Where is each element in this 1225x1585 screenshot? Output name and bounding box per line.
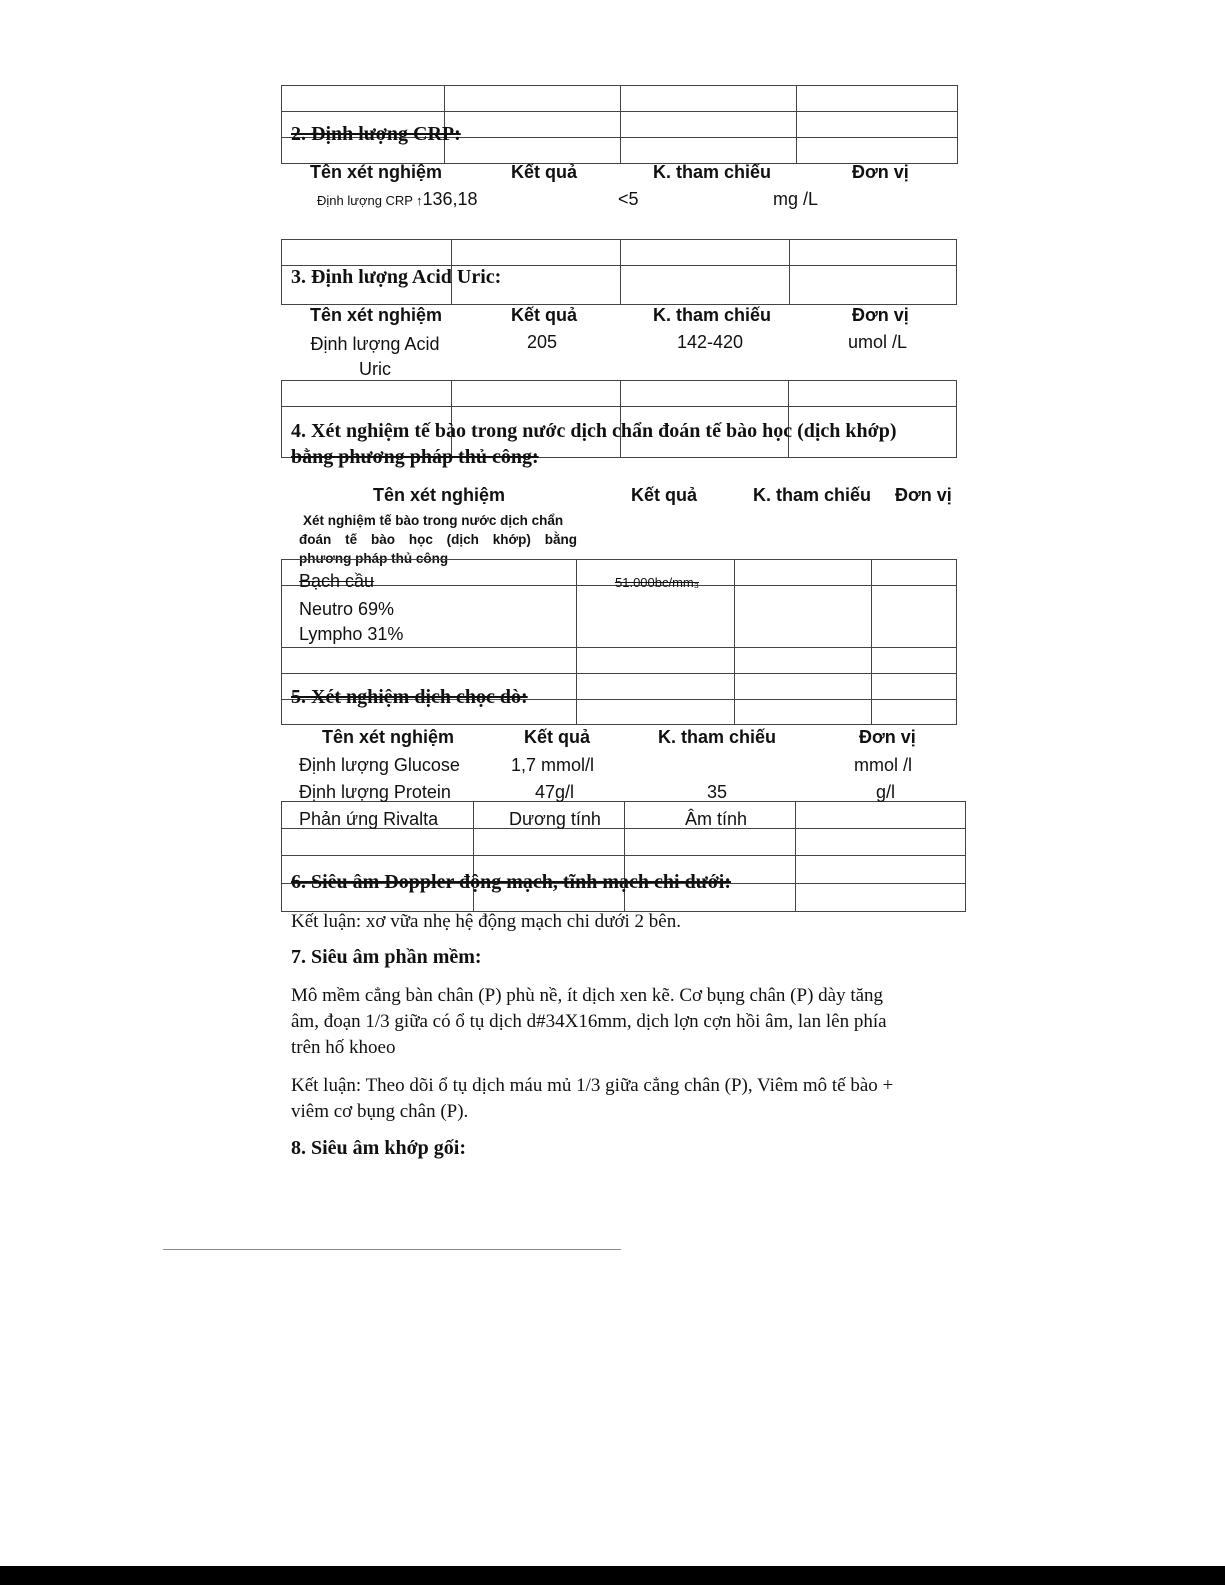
- uric-header-result: Kết quả: [511, 305, 578, 325]
- soft-tissue-findings-line3: trên hố khoeo: [291, 1037, 396, 1058]
- cytology-header-ref: K. tham chiếu: [753, 485, 872, 505]
- puncture-header-result: Kết quả: [524, 727, 591, 747]
- uric-ref: 142-420: [677, 332, 744, 352]
- crp-result: 136,18: [422, 189, 478, 209]
- crp-header-ref: K. tham chiếu: [653, 162, 772, 182]
- uric-header-ref: K. tham chiếu: [653, 305, 772, 325]
- crp-header-name: Tên xét nghiệm: [310, 162, 443, 182]
- high-flag-icon: ↑: [415, 193, 423, 208]
- rivalta-result: Dương tính: [509, 809, 601, 829]
- cytology-header-unit: Đơn vị: [895, 485, 952, 505]
- section-puncture-title: 5. Xét nghiệm dịch chọc dò:: [291, 686, 528, 708]
- soft-tissue-conclusion-line2: viêm cơ bụng chân (P).: [291, 1101, 469, 1122]
- soft-tissue-findings: [291, 983, 887, 1061]
- protein-name: Định lượng Protein: [299, 782, 451, 802]
- puncture-header-ref: K. tham chiếu: [658, 727, 777, 747]
- puncture-header-unit: Đơn vị: [859, 727, 916, 747]
- page-bottom-border: [0, 1566, 1225, 1585]
- section-doppler-title: 6. Siêu âm Doppler động mạch, tĩnh mạch chi dưới:: [291, 871, 731, 893]
- puncture-header-name: Tên xét nghiệm: [322, 727, 455, 747]
- uric-result: 205: [527, 332, 558, 352]
- wbc-value: 51.000bc/mm₃: [615, 575, 700, 590]
- soft-tissue-findings-line1: Mô mềm cẳng bàn chân (P) phù nề, ít dịch xen kẽ. Cơ bụng chân (P) dày tăng: [291, 985, 884, 1006]
- soft-tissue-conclusion: [291, 1073, 893, 1125]
- crp-unit: mg /L: [773, 189, 819, 209]
- soft-tissue-findings-line2: âm, đoạn 1/3 giữa có ổ tụ dịch d#34X16mm, dịch lợn cợn hồi âm, lan lên phía: [291, 1011, 887, 1032]
- uric-test-name-line1: Định lượng Acid: [310, 334, 440, 354]
- uric-header-name: Tên xét nghiệm: [310, 305, 443, 325]
- section-knee-title: 8. Siêu âm khớp gối:: [291, 1137, 466, 1159]
- section-soft-tissue-title: 7. Siêu âm phần mềm:: [291, 946, 482, 968]
- protein-unit: g/l: [876, 782, 896, 802]
- cytology-test-name-line2: đoán tế bào học (dịch khớp) bằng: [299, 532, 577, 547]
- uric-header-unit: Đơn vị: [852, 305, 909, 325]
- doppler-conclusion: Kết luận: xơ vữa nhẹ hệ động mạch chi dưới 2 bên.: [291, 911, 681, 932]
- cytology-test-name-line3: phương pháp thủ công: [299, 551, 449, 566]
- soft-tissue-conclusion-line1: Kết luận: Theo dõi ổ tụ dịch máu mủ 1/3 giữa cẳng chân (P), Viêm mô tế bào +: [291, 1075, 894, 1096]
- crp-header-unit: Đơn vị: [852, 162, 909, 182]
- neutro-value: Neutro 69%: [299, 599, 395, 619]
- crp-row: [317, 189, 478, 210]
- cytology-header-name: Tên xét nghiệm: [373, 485, 506, 505]
- section-cytology-title-line2: bằng phương pháp thủ công:: [291, 446, 539, 468]
- uric-test-name: [300, 332, 450, 382]
- section-cytology-title-line1: 4. Xét nghiệm tế bào trong nước dịch chẩn đoán tế bào học (dịch khớp): [291, 420, 897, 442]
- protein-result: 47g/l: [535, 782, 575, 802]
- glucose-unit: mmol /l: [854, 755, 912, 775]
- footnote-divider: [163, 1249, 621, 1250]
- cytology-header-result: Kết quả: [631, 485, 698, 505]
- crp-ref: <5: [618, 189, 639, 209]
- glucose-result: 1,7 mmol/l: [511, 755, 595, 775]
- wbc-label: Bạch cầu: [299, 571, 375, 591]
- glucose-name: Định lượng Glucose: [299, 755, 460, 775]
- section-crp-title: 2. Định lượng CRP:: [291, 123, 461, 145]
- rivalta-ref: Âm tính: [685, 809, 748, 829]
- crp-test-name: Định lượng CRP: [317, 193, 413, 208]
- uric-test-name-line2: Uric: [359, 359, 391, 379]
- protein-ref: 35: [707, 782, 728, 802]
- cytology-test-name-line1: Xét nghiệm tế bào trong nước dịch chẩn: [303, 513, 564, 528]
- section-uric-title: 3. Định lượng Acid Uric:: [291, 266, 502, 288]
- crp-header-result: Kết quả: [511, 162, 578, 182]
- rivalta-name: Phản ứng Rivalta: [299, 809, 439, 829]
- uric-unit: umol /L: [848, 332, 908, 352]
- lympho-value: Lympho 31%: [299, 624, 404, 644]
